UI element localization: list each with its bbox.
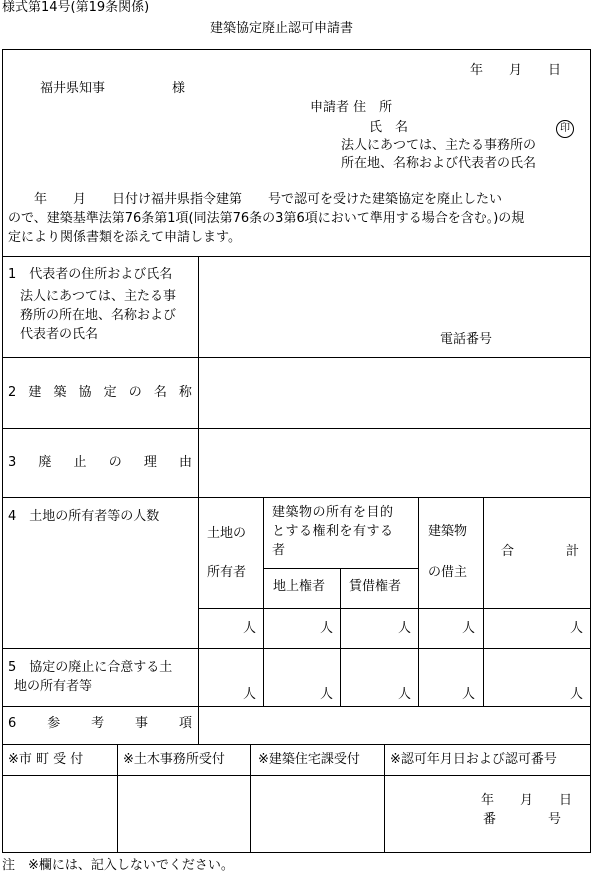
approval-number-label: 番 号 bbox=[483, 812, 562, 827]
form-title: 建築協定廃止認可申請書 bbox=[210, 21, 354, 36]
seal-icon: 印 bbox=[556, 120, 574, 138]
col-superficies-line bbox=[340, 568, 341, 706]
count-unit-lessee: 人 bbox=[398, 621, 412, 636]
land-owner-header-2: 所有者 bbox=[207, 565, 247, 580]
application-body-line-3: 定により関係書類を添えて申請します。 bbox=[8, 230, 241, 245]
office-top-line bbox=[2, 744, 591, 745]
reference-label: 6 参 考 事 項 bbox=[8, 716, 192, 731]
representative-label-3: 務所の所在地、名称および bbox=[20, 308, 177, 323]
row-5-top-line bbox=[2, 648, 591, 649]
count-unit-total: 人 bbox=[570, 621, 584, 636]
building-right-header-3: 者 bbox=[272, 543, 286, 558]
corporate-note-line-1: 法人にあつては、主たる事務所の bbox=[341, 138, 537, 153]
abolition-reason-label: 3 廃 止 の 理 由 bbox=[8, 455, 192, 470]
row-4-count-line bbox=[198, 608, 591, 609]
agreement-name-label: 2 建 築 協 定 の 名 称 bbox=[8, 385, 192, 400]
col-tenant-line bbox=[418, 497, 419, 706]
representative-label-1: 1 代表者の住所および氏名 bbox=[8, 267, 173, 282]
housing-receipt-header: ※建築住宅課受付 bbox=[258, 752, 360, 767]
civil-office-receipt-header: ※土木事務所受付 bbox=[123, 752, 225, 767]
applicant-address-label: 申請者 住 所 bbox=[310, 100, 393, 115]
form-number: 様式第14号(第19条関係) bbox=[2, 0, 150, 15]
building-right-header-2: とする権利を有する bbox=[272, 524, 394, 539]
land-owner-header-1: 土地の bbox=[207, 526, 247, 541]
row-4-top-line bbox=[2, 497, 591, 498]
city-receipt-header: ※市 町 受 付 bbox=[8, 752, 84, 767]
approval-date-label: 年 月 日 bbox=[481, 793, 573, 808]
owners-count-label: 4 土地の所有者等の人数 bbox=[8, 509, 160, 524]
footer-note: 注 ※欄には、記入しないでください。 bbox=[2, 858, 234, 873]
count-unit-tenant: 人 bbox=[462, 621, 476, 636]
application-body-line-2: ので、建築基準法第76条第1項(同法第76条の3第6項において準用する場合を含む。)の規 bbox=[8, 211, 525, 226]
applicant-name-label: 氏 名 bbox=[369, 120, 409, 135]
corporate-note-line-2: 所在地、名称および代表者の氏名 bbox=[341, 156, 537, 171]
row-2-top-line bbox=[2, 357, 591, 358]
application-date: 年 月 日 bbox=[470, 63, 562, 78]
lessee-header: 賃借権者 bbox=[349, 579, 402, 594]
count-unit-superficies: 人 bbox=[320, 621, 334, 636]
frame-top-line bbox=[2, 49, 591, 50]
application-body-line-1: 年 月 日付け福井県指令建第 号で認可を受けた建築協定を廃止したい bbox=[8, 192, 503, 207]
col-land-owner-line bbox=[263, 497, 264, 706]
building-tenant-header-1: 建築物 bbox=[428, 524, 468, 539]
frame-bottom-line bbox=[2, 852, 591, 853]
building-tenant-header-2: の借主 bbox=[428, 565, 468, 580]
row-1-top-line bbox=[2, 256, 591, 257]
col-total-line bbox=[483, 497, 484, 706]
consent-unit-superficies: 人 bbox=[320, 687, 334, 702]
consent-unit-tenant: 人 bbox=[462, 687, 476, 702]
total-header: 合 計 bbox=[501, 544, 580, 559]
office-col-1-line bbox=[117, 744, 118, 853]
consent-unit-total: 人 bbox=[570, 687, 584, 702]
row-6-top-line bbox=[2, 706, 591, 707]
building-right-header-1: 建築物の所有を目的 bbox=[272, 505, 394, 520]
label-column-line bbox=[198, 256, 199, 744]
approval-date-number-header: ※認可年月日および認可番号 bbox=[390, 752, 557, 767]
seal-mark bbox=[556, 120, 574, 138]
row-3-top-line bbox=[2, 428, 591, 429]
office-col-2-line bbox=[250, 744, 251, 853]
consent-unit-lessee: 人 bbox=[398, 687, 412, 702]
count-unit-land-owner: 人 bbox=[243, 621, 257, 636]
addressee-honorific: 様 bbox=[172, 81, 186, 96]
superficies-header: 地上権者 bbox=[273, 579, 326, 594]
consent-unit-land-owner: 人 bbox=[243, 687, 257, 702]
addressee: 福井県知事 bbox=[40, 81, 106, 96]
consent-label-2: 地の所有者等 bbox=[14, 679, 93, 694]
office-header-line bbox=[2, 775, 591, 776]
phone-number-label: 電話番号 bbox=[440, 332, 493, 347]
representative-label-2: 法人にあつては、主たる事 bbox=[20, 289, 177, 304]
frame-left-line bbox=[2, 49, 3, 853]
consent-label-1: 5 協定の廃止に合意する土 bbox=[8, 660, 173, 675]
office-col-3-line bbox=[384, 744, 385, 853]
representative-label-4: 代表者の氏名 bbox=[20, 327, 99, 342]
frame-right-line bbox=[590, 49, 591, 853]
